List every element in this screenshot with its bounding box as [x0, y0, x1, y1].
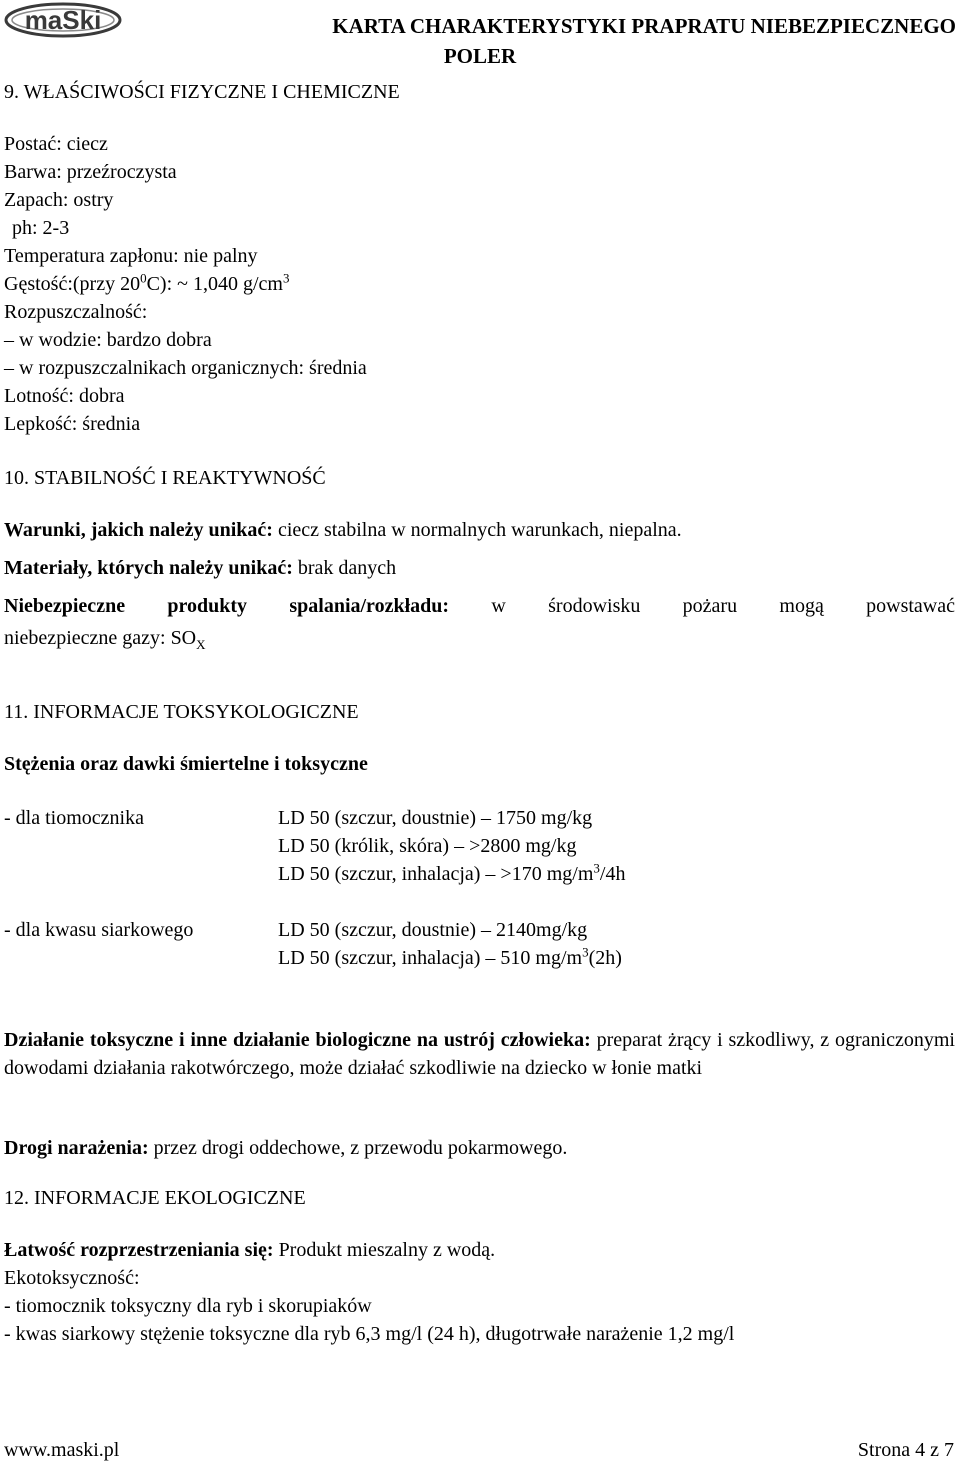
warunki-line	[4, 520, 682, 540]
materialy-text: brak danych	[292, 557, 397, 579]
maski-logo	[4, 2, 122, 38]
prop-rozp-woda: – w wodzie: bardzo dobra	[4, 329, 212, 351]
tox-row: LD 50 (królik, skóra) – >2800 mg/kg	[278, 835, 577, 857]
latwosc-line	[4, 1240, 495, 1260]
section9-heading: 9. WŁAŚCIWOŚCI FIZYCZNE I CHEMICZNE	[4, 81, 400, 103]
document-title: KARTA CHARAKTERYSTYKI PRAPRATU NIEBEZPIECZNEGO	[332, 14, 956, 38]
prop-temperatura: Temperatura zapłonu: nie palny	[4, 245, 258, 267]
drogi-label: Drogi narażenia:	[4, 1137, 149, 1159]
prop-postac: Postać: ciecz	[4, 133, 108, 155]
dzialanie-text: preparat żrący i szkodliwy, z ograniczonymi dowodami działania rakotwórczego, może działać szkodliwie na dziecko w łonie matki	[4, 1029, 955, 1079]
logo-text: maSki	[24, 5, 102, 35]
tox-row: LD 50 (szczur, doustnie) – 2140mg/kg	[278, 919, 588, 941]
section10-heading: 10. STABILNOŚĆ I REAKTYWNOŚĆ	[4, 467, 326, 489]
niebezpieczne-line1	[4, 592, 955, 620]
tox-row: LD 50 (szczur, doustnie) – 1750 mg/kg	[278, 807, 593, 829]
footer-url: www.maski.pl	[4, 1439, 120, 1461]
tox-row-sup: 3	[582, 944, 589, 960]
niebezpieczne-sub-x: X	[196, 637, 206, 652]
prop-gestosc	[4, 270, 290, 295]
prop-rozp-organiczne: – w rozpuszczalnikach organicznych: średnia	[4, 357, 367, 379]
tox-row-sup: 3	[593, 860, 600, 876]
tox-row	[278, 944, 622, 969]
tox-row	[278, 860, 626, 885]
materialy-line	[4, 558, 396, 578]
eko-line-tiomocznik: - tiomocznik toksyczny dla ryb i skorupiaków	[4, 1295, 372, 1317]
eko-line-kwas: - kwas siarkowy stężenie toksyczne dla ryb 6,3 mg/l (24 h), długotrwałe narażenie 1,2 mg/l	[4, 1323, 735, 1345]
materialy-label: Materiały, których należy unikać:	[4, 557, 293, 579]
section12-heading: 12. INFORMACJE EKOLOGICZNE	[4, 1187, 306, 1209]
section11-heading: 11. INFORMACJE TOKSYKOLOGICZNE	[4, 701, 359, 723]
niebezpieczne-text: w środowisku pożaru mogą powstawać	[449, 595, 955, 617]
latwosc-label: Łatwość rozprzestrzeniania się:	[4, 1239, 274, 1261]
gestosc-sup-degree: 0	[140, 270, 147, 286]
drogi-line	[4, 1138, 567, 1158]
section11-subheading: Stężenia oraz dawki śmiertelne i toksyczne	[4, 753, 368, 775]
ekotoksycznosc-label: Ekotoksyczność:	[4, 1267, 140, 1289]
tox-row-suffix: (2h)	[588, 947, 622, 969]
prop-ph: ph: 2-3	[12, 217, 70, 239]
prop-barwa: Barwa: przeźroczysta	[4, 161, 177, 183]
gestosc-part1: Gęstość:(przy 20	[4, 273, 141, 295]
prop-lotnosc: Lotność: dobra	[4, 385, 125, 407]
gestosc-sup-cube: 3	[282, 270, 290, 286]
drogi-text: przez drogi oddechowe, z przewodu pokarmowego.	[148, 1137, 568, 1159]
niebezpieczne-line2	[4, 627, 206, 652]
prop-lepkosc: Lepkość: średnia	[4, 413, 141, 435]
product-name: POLER	[443, 44, 517, 68]
gestosc-part2: C): ~ 1,040 g/cm	[146, 273, 283, 295]
logo-graphic	[4, 2, 122, 38]
niebezpieczne-gazy: niebezpieczne gazy: SO	[4, 627, 197, 649]
niebezpieczne-label: Niebezpieczne produkty spalania/rozkładu:	[4, 595, 450, 617]
dzialanie-paragraph	[4, 1026, 955, 1082]
dzialanie-label: Działanie toksyczne i inne działanie biologiczne na ustrój człowieka:	[4, 1029, 591, 1051]
tox-row-suffix: /4h	[599, 863, 626, 885]
tox-group-label: - dla kwasu siarkowego	[4, 919, 194, 941]
warunki-text: ciecz stabilna w normalnych warunkach, niepalna.	[272, 519, 682, 541]
prop-zapach: Zapach: ostry	[4, 189, 114, 211]
tox-row-text: LD 50 (szczur, inhalacja) – >170 mg/m	[278, 863, 594, 885]
tox-row-text: LD 50 (szczur, inhalacja) – 510 mg/m	[278, 947, 583, 969]
warunki-label: Warunki, jakich należy unikać:	[4, 519, 273, 541]
tox-group-label: - dla tiomocznika	[4, 807, 144, 829]
footer-page-number: Strona 4 z 7	[857, 1439, 954, 1461]
prop-rozpuszczalnosc: Rozpuszczalność:	[4, 301, 148, 323]
latwosc-text: Produkt mieszalny z wodą.	[273, 1239, 496, 1261]
